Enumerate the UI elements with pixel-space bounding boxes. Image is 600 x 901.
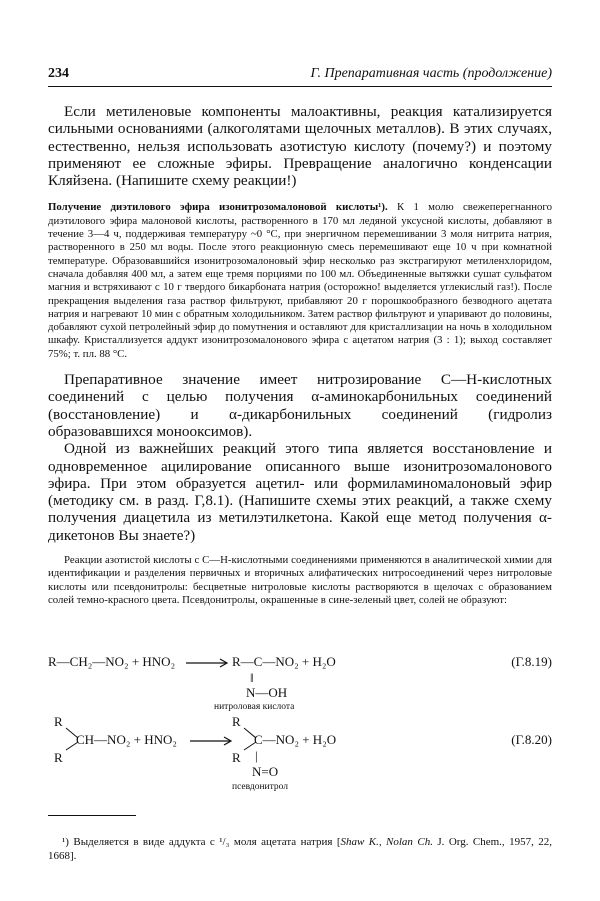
eq1-label: (Г.8.19) <box>511 654 552 669</box>
procedure-paragraph <box>48 201 552 361</box>
eq1-products: R—C—NO₂ + H₂O <box>232 654 336 669</box>
page-header <box>48 66 552 87</box>
paragraph-acylation: Одной из важнейших реакций этого типа является восстановление и одновременное ацилирование описанного выше изонитрозомалонового эфира. При этом образуется ацетил- или формиламиномалоновый эфир (методику см. в разд. Г,8.1). (Напишите схемы этих реакций, а также схему получения диацетила из метилэтилкетона. Какой еще метод получения α-дикетонов Вы знаете?) <box>48 440 552 544</box>
eq2-label: (Г.8.20) <box>511 732 552 747</box>
eq2-r-top-right: R <box>232 714 241 729</box>
reaction-arrow-icon <box>190 736 234 746</box>
footnote-text-1: Выделяется в виде аддукта с <box>68 836 220 848</box>
page-number: 234 <box>48 66 69 81</box>
eq1-double-bond: ‖ <box>250 670 254 685</box>
footnote <box>48 835 552 863</box>
equation-g-8-19 <box>48 654 552 710</box>
eq1-oxime-group: N—OH <box>246 685 288 700</box>
footnote-divider <box>48 815 136 816</box>
eq2-caption: псевдонитрол <box>232 782 289 792</box>
footnote-authors: Shaw K., Nolan Ch. <box>340 836 433 848</box>
equation-g-8-20 <box>48 714 552 804</box>
eq1-caption: нитроловая кислота <box>214 702 295 712</box>
procedure-text: К 1 молю свежеперегнанного диэтилового эфира малоновой кислоты, растворенного в 170 мл ледяной уксусной кислоты, добавляют в течение 3—4 ч, поддерживая температуру ~0 °С, при энергичном перемешивании 3 моля нитрита натрия, растворенного в 250 мл воды. После этого реакционную смесь перемешивают еще 10 ч при комнатной температуре. Образовавшийся изонитрозомалоновый эфир несколько раз экстрагируют метиленхлоридом, сначала добавляя 400 мл, а затем еще тремя порциями по 100 мл. Объединенные вытяжки сушат сульфатом магния и встряхивают с 10 г твердого бикарбоната натрия (осторожно! выделяется углекислый газ!). После прекращения выделения газа раствор фильтруют, прибавляют 20 г порошкообразного безводного ацетата натрия и нагревают 10 мин с обратным холодильником. Затем раствор фильтруют и упаривают до половины, добавляют сухой петролейный эфир до помутнения и оставляют для кристаллизации на ночь в холодильном шкафу. Кристаллизуется аддукт изонитрозомалонового эфира с ацетатом натрия (3 : 1); выход составляет 75%; т. пл. 88 °С. <box>48 201 552 360</box>
footnote-mark: ¹) <box>62 836 69 848</box>
footnote-text-2: моля ацетата натрия [ <box>229 836 341 848</box>
procedure-title: Получение диэтилового эфира изонитрозомалоновой кислоты¹). <box>48 201 388 214</box>
eq2-nitroso-group: N=O <box>252 764 279 779</box>
eq2-single-bond: | <box>255 748 258 763</box>
eq1-reactants: R—CH₂—NO₂ + HNO₂ <box>48 654 176 669</box>
footnote-fraction: ¹/₃ <box>219 836 230 848</box>
paragraph-catalysis: Если метиленовые компоненты малоактивны, реакция катализируется сильными основаниями (алкоголятами щелочных металлов). В этих случаях, естественно, нельзя использовать азотистую кислоту (почему?) и поэтому применяют ее сложные эфиры. Превращение аналогично конденсации Кляйзена. (Напишите схему реакции!) <box>48 103 552 190</box>
eq2-products: C—NO₂ + H₂O <box>254 732 337 747</box>
eq2-r-bottom-right: R <box>232 750 241 765</box>
reaction-arrow-icon <box>186 658 230 668</box>
eq2-reactants: CH—NO₂ + HNO₂ <box>76 732 177 747</box>
paragraph-nitrosation: Препаративное значение имеет нитрозирование С—Н-кислотных соединений с целью получения α-аминокарбонильных соединений (восстановление) и α-дикарбонильных соединений (гидролиз образовавшихся монооксимов). <box>48 371 552 440</box>
running-title: Г. Препаративная часть (продолжение) <box>310 66 552 81</box>
eq2-r-top-left: R <box>54 714 63 729</box>
book-page <box>48 66 553 862</box>
eq2-r-bottom-left: R <box>54 750 63 765</box>
paragraph-nitrous-acid-reactions: Реакции азотистой кислоты с С—Н-кислотными соединениями применяются в аналитической химии для идентификации и разделения первичных и вторичных алифатических нитросоединений через нитроловые кислоты или псевдонитролы: бесцветные нитроловые кислоты растворяются в щелочах с образованием солей темно-красного цвета. Псевдонитролы, окрашенные в сине-зеленый цвет, солей не образуют: <box>48 554 552 606</box>
footnote-text-3: J. Org. Chem., 1957, 22, 1668]. <box>48 836 553 862</box>
